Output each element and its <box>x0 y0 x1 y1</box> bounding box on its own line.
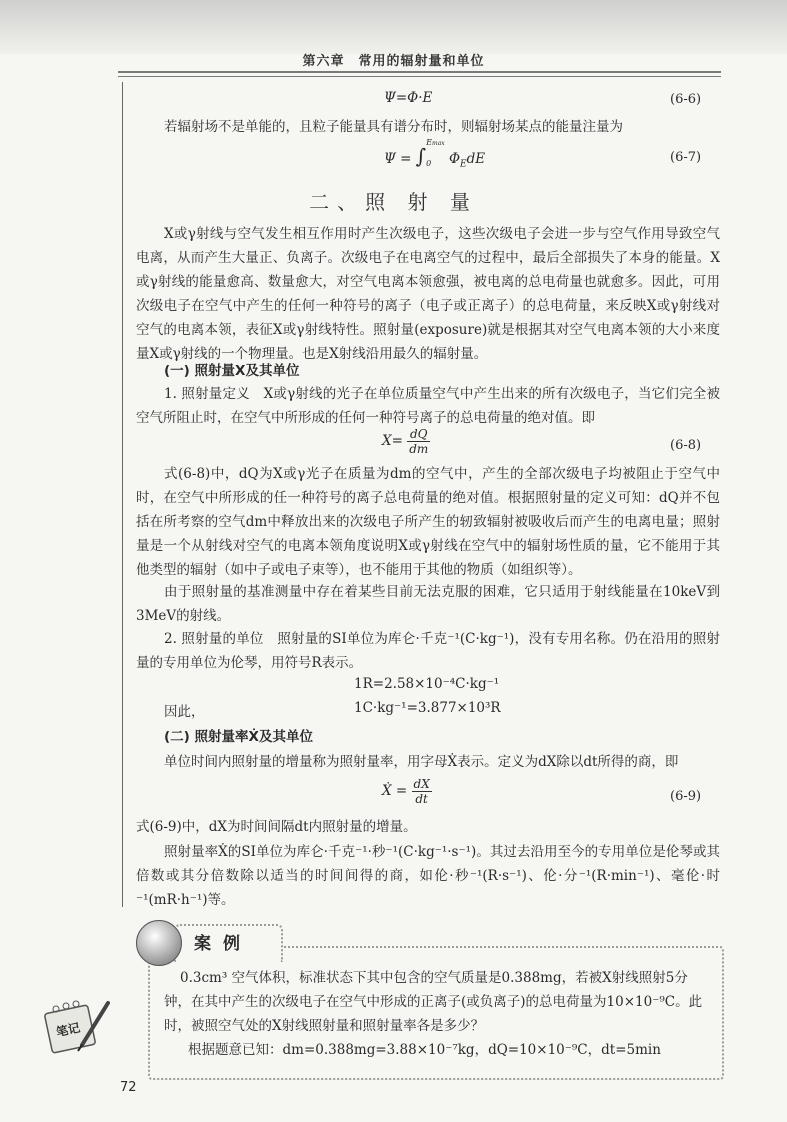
paragraph-unit: 2. 照射量的单位 照射量的SI单位为库仑·千克⁻¹(C·kg⁻¹)，没有专用名称。仍在沿用的照射量的专用单位为伦琴，用符号R表示。 <box>136 631 720 671</box>
eq-6-7-body-sub: E <box>460 159 467 170</box>
paragraph-intro: X或γ射线与空气发生相互作用时产生次级电子，这些次级电子会进一步与空气作用导致空气电离，从而产生大量正、负离子。次级电子在电离空气的过程中，最后全部损失了本身的能量。X或γ射线的能量愈高、数量愈大，对空气电离本领愈强，被电离的总电荷量也就愈多。因此，可用次级电子在空气中产生的任何一种符号的离子（电子或正离子）的总电荷量，来反映X或γ射线对空气的电离本领，表征X或γ射线特性。照射量(exposure)就是根据其对空气电离本领的大小来度量X或γ射线的一个物理量。也是X射线沿用最久的辐射量。 <box>136 226 720 362</box>
integral-lower-limit: 0 <box>426 159 432 168</box>
eq-6-8-lhs: X= <box>382 433 403 449</box>
equation-6-7 <box>384 138 486 175</box>
paragraph-rate-unit: 照射量率Ẋ的SI单位为库仑·千克⁻¹·秒⁻¹(C·kg⁻¹·s⁻¹)。其过去沿用至今的专用单位是伦琴或其倍数或其分倍数除以适当的时间间得的商，如伦·秒⁻¹(R·s⁻¹)、伦·分⁻¹(R·min⁻¹)、毫伦·时⁻¹(mR·h⁻¹)等。 <box>136 844 720 908</box>
case-paragraph-2: 根据题意已知：dm=0.388mg=3.88×10⁻⁷kg，dQ=10×10⁻⁹C，dt=5min <box>188 1042 661 1058</box>
equation-number-6-9: (6-9) <box>670 789 702 804</box>
top-margin-shade <box>0 0 787 54</box>
paragraph-definition: 1. 照射量定义 X或γ射线的光子在单位质量空气中产生出来的所有次级电子，当它们完全被空气所阻止时，在空气中所形成的任何一种符号离子的总电荷量的绝对值。即 <box>136 386 720 426</box>
page-number: 72 <box>120 1080 137 1095</box>
notes-icon-label: 笔记 <box>54 1020 82 1040</box>
section-title: 二、照 射 量 <box>309 190 478 214</box>
case-tab: 案例 <box>174 924 283 962</box>
subsection-title-2: (二) 照射量率Ẋ及其单位 <box>164 729 313 745</box>
conversion-2: 1C·kg⁻¹=3.877×10³R <box>354 700 501 716</box>
notes-pen-icon <box>42 995 114 1057</box>
subsection-title-1: (一) 照射量X及其单位 <box>164 363 300 379</box>
eq-6-9-fraction <box>412 777 432 806</box>
header-rule <box>118 71 721 77</box>
eq-6-9-lhs: Ẋ = <box>382 783 408 799</box>
integral-upper-sub: max <box>432 140 445 147</box>
running-header: 第六章 常用的辐射量和单位 <box>302 54 485 69</box>
case-globe-icon <box>136 920 182 966</box>
equation-6-9 <box>382 777 432 806</box>
equation-6-8 <box>382 427 430 456</box>
paragraph-eq-6-8-explanation: 式(6-8)中，dQ为X或γ光子在质量为dm的空气中，产生的全部次级电子均被阻止于空气中时，在空气中所形成的任一种符号的离子总电荷量的绝对值。根据照射量的定义可知：dQ并不包括在所考察的空气dm中释放出来的次级电子所产生的轫致辐射被吸收后而产生的电离电量；照射量是一个从射线对空气的电离本领角度说明X或γ射线在空气中的辐射场性质的量，它不能用于其他类型的辐射（如中子或电子束等），也不能用于其他的物质（如组织等）。 <box>136 466 720 578</box>
eq-6-7-lhs: Ψ = <box>384 151 412 167</box>
equation-6-6: Ψ=Φ·E <box>384 90 433 106</box>
paragraph-limitation: 由于照射量的基准测量中存在着某些目前无法克服的困难，它只适用于射线能量在10keV到3MeV的射线。 <box>136 584 720 624</box>
equation-number-6-6: (6-6) <box>670 92 702 107</box>
integral-sign: ∫ <box>415 144 427 168</box>
eq-6-9-denominator: dt <box>415 792 428 806</box>
paragraph-spectrum: 若辐射场不是单能的，且粒子能量具有谱分布时，则辐射场某点的能量注量为 <box>164 119 623 135</box>
paragraph-eq-6-9-explanation: 式(6-9)中，dX为时间间隔dt内照射量的增量。 <box>136 819 417 835</box>
paragraph-rate-definition: 单位时间内照射量的增量称为照射量率，用字母Ẋ表示。定义为dX除以dt所得的商，即 <box>164 754 679 770</box>
eq-6-8-denominator: dm <box>409 442 429 456</box>
equation-number-6-7: (6-7) <box>670 150 702 165</box>
case-paragraph-1: 0.3cm³ 空气体积，标准状态下其中包含的空气质量是0.388mg，若被X射线照射5分钟，在其中产生的次级电子在空气中形成的正离子(或负离子)的总电荷量为10×10⁻⁹C。此时，被照空气处的X射线照射量和照射量率各是多少？ <box>164 970 703 1034</box>
eq-6-7-body: Φ <box>448 151 461 167</box>
integral-upper-limit: E <box>426 138 433 147</box>
conversion-2-label: 因此， <box>164 704 205 720</box>
conversion-1: 1R=2.58×10⁻⁴C·kg⁻¹ <box>354 676 500 692</box>
eq-6-8-fraction <box>407 427 430 456</box>
eq-6-8-numerator: dQ <box>407 427 430 442</box>
eq-6-9-numerator: dX <box>413 777 430 791</box>
equation-number-6-8: (6-8) <box>670 438 702 453</box>
eq-6-7-tail: dE <box>466 151 486 167</box>
